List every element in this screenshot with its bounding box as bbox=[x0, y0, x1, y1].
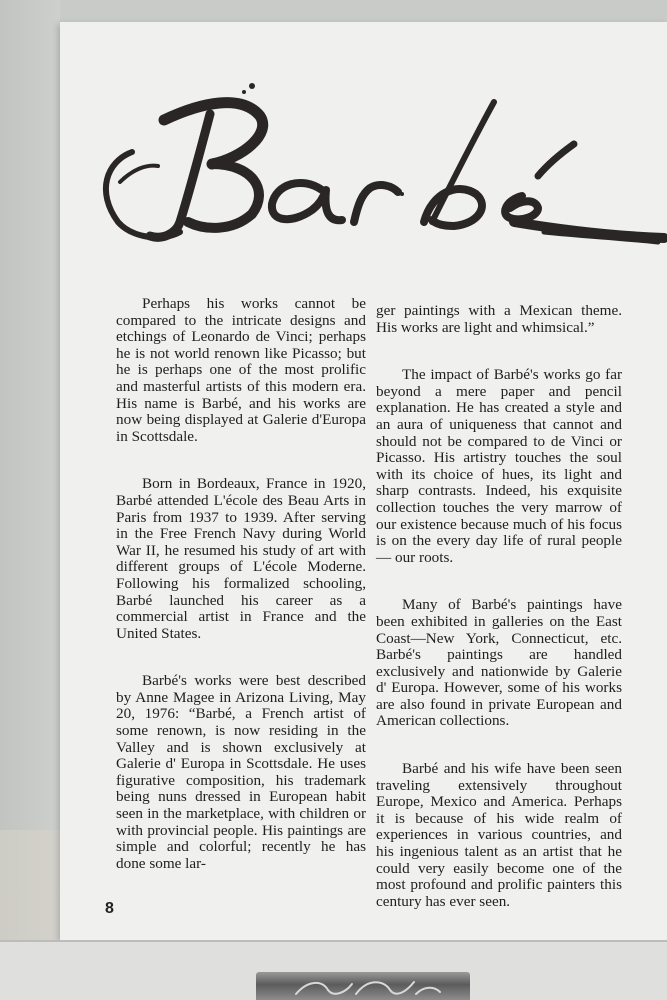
article-left-column bbox=[116, 296, 366, 903]
tape-strip bbox=[0, 830, 60, 940]
paragraph: Many of Barbé's paintings have been exhibited in galleries on the East Coast—New York, Connecticut, etc. Barbé's paintings are handled exclusively and nationwide by Galerie d' Europa. However, some of his works are also found in private European and American collections. bbox=[376, 596, 622, 730]
paragraph: Barbé and his wife have been seen traveling extensively throughout Europe, Mexico and America. Perhaps it is because of his wide realm of experiences in various countries, and his ingenious talent as an artist that he could very easily become one of the most profound and prolific painters this century has ever seen. bbox=[376, 760, 622, 910]
metal-plaque bbox=[256, 972, 470, 1000]
paragraph: ger paintings with a Mexican theme. His works are light and whimsical.” bbox=[376, 302, 622, 336]
page-top-shadow bbox=[60, 0, 667, 24]
paragraph: Barbé's works were best described by Anne Magee in Arizona Living, May 20, 1976: “Barbé, a French artist of some renown, is now residing in the Valley and is shown exclusively at Galerie d' Europa in Scottsdale. He uses figurative composition, his trademark being nuns dressed in European habit seen in the marketplace, with children or with provincial people. His paintings are simple and colorful; recently he has done some lar- bbox=[116, 672, 366, 872]
article-right-column bbox=[376, 303, 622, 941]
paragraph: The impact of Barbé's works go far beyond a mere paper and pencil explanation. He has created a style and an aura of uniqueness that cannot and should not be compared to de Vinci or Picasso. His artistry touches the soul with its choice of hues, its light and sharp contrasts. Indeed, his exquisite collection touches the very marrow of our existence because much of his focus is on the every day life of rural people — our roots. bbox=[376, 366, 622, 566]
title-barbe-brush-lettering bbox=[92, 72, 667, 252]
mat-divider bbox=[0, 940, 667, 942]
paragraph: Born in Bordeaux, France in 1920, Barbé attended L'école des Beau Arts in Paris from 1937 to 1939. After serving in the Free French Navy during World War II, he resumed his study of art with different groups of L'école Moderne. Following his formalized schooling, Barbé launched his career as a commercial artist in France and the United States. bbox=[116, 475, 366, 642]
paragraph: Perhaps his works cannot be compared to the intricate designs and etchings of Leonardo de Vinci; perhaps he is not world renown like Picasso; but he is perhaps one of the most prolific and masterful artists of this modern era. His name is Barbé, and his works are now being displayed at Galerie d'Europa in Scottsdale. bbox=[116, 295, 366, 445]
page-number: 8 bbox=[105, 900, 114, 917]
